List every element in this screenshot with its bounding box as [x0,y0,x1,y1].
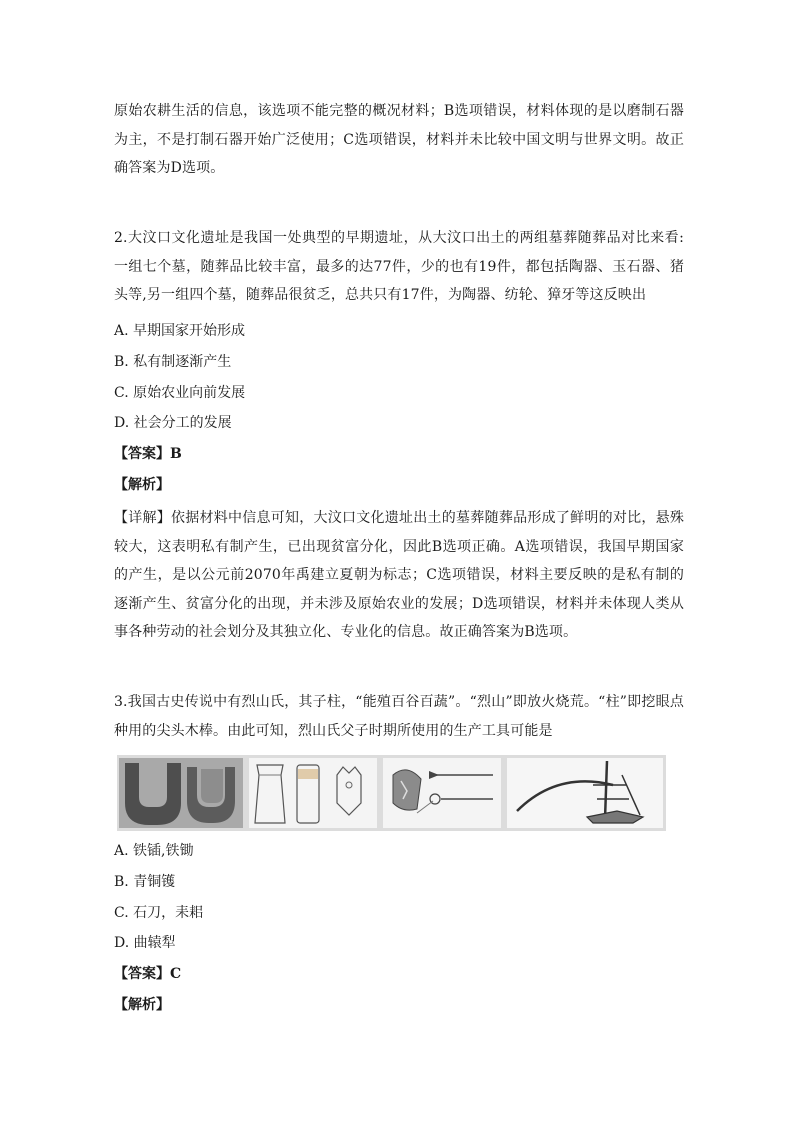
question-3-answer: 【答案】C [114,966,182,982]
curved-shaft-plow-drawing [507,758,663,828]
question-3-option-a: A. 铁锸,铁锄 [114,843,194,859]
question-2-option-b: B. 私有制逐渐产生 [114,354,232,370]
question-2-option-d: D. 社会分工的发展 [114,415,232,431]
tools-figure [117,755,666,831]
question-2-detail: 【详解】依据材料中信息可知，大汶口文化遗址出土的墓葬随葬品形成了鲜明的对比，悬殊较大，这表明私有制产生，已出现贫富分化，因此B选项正确。A选项错误，我国早期国家的产生，是以公元前2070年禹建立夏朝为标志；C选项错误，材料主要反映的是私有制的逐渐产生、贫富分化的出现，并未涉及原始农业的发展；D选项错误，材料并未体现人类从事各种劳动的社会划分及其独立化、专业化的信息。故正确答案为B选项。 [114,510,684,640]
question-3-option-d: D. 曲辕犁 [114,935,176,951]
intro-paragraph: 原始农耕生活的信息，该选项不能完整的概况材料；B选项错误，材料体现的是以磨制石器为主，不是打制石器开始广泛使用；C选项错误，材料并未比较中国文明与世界文明。故正确答案为D选项。 [114,103,684,176]
question-2-stem: 2.大汶口文化遗址是我国一处典型的早期遗址，从大汶口出土的两组墓葬随葬品对比来看:一组七个墓，随葬品比较丰富，最多的达77件，少的也有19件，都包括陶器、玉石器、猪头等,另一组四个墓，随葬品很贫乏，总共只有17件，为陶器、纺轮、獐牙等这反映出 [114,230,684,303]
question-3-option-c: C. 石刀，耒耜 [114,905,204,921]
question-2-option-a: A. 早期国家开始形成 [114,323,246,339]
question-3-stem: 3.我国古史传说中有烈山氏，其子柱，“能殖百谷百蔬”。“烈山”即放火烧荒。“柱”即挖眼点种用的尖头木棒。由此可知，烈山氏父子时期所使用的生产工具可能是 [114,694,684,739]
bronze-tools-drawing [249,758,377,828]
question-2-analysis-label: 【解析】 [114,477,170,493]
question-2-option-c: C. 原始农业向前发展 [114,385,246,401]
stone-knife-and-plow-drawing [383,758,501,828]
iron-tools-photo [119,758,243,828]
question-3-option-b: B. 青铜镬 [114,874,176,890]
question-2-answer: 【答案】B [114,446,182,462]
question-3-analysis-label: 【解析】 [114,997,170,1013]
